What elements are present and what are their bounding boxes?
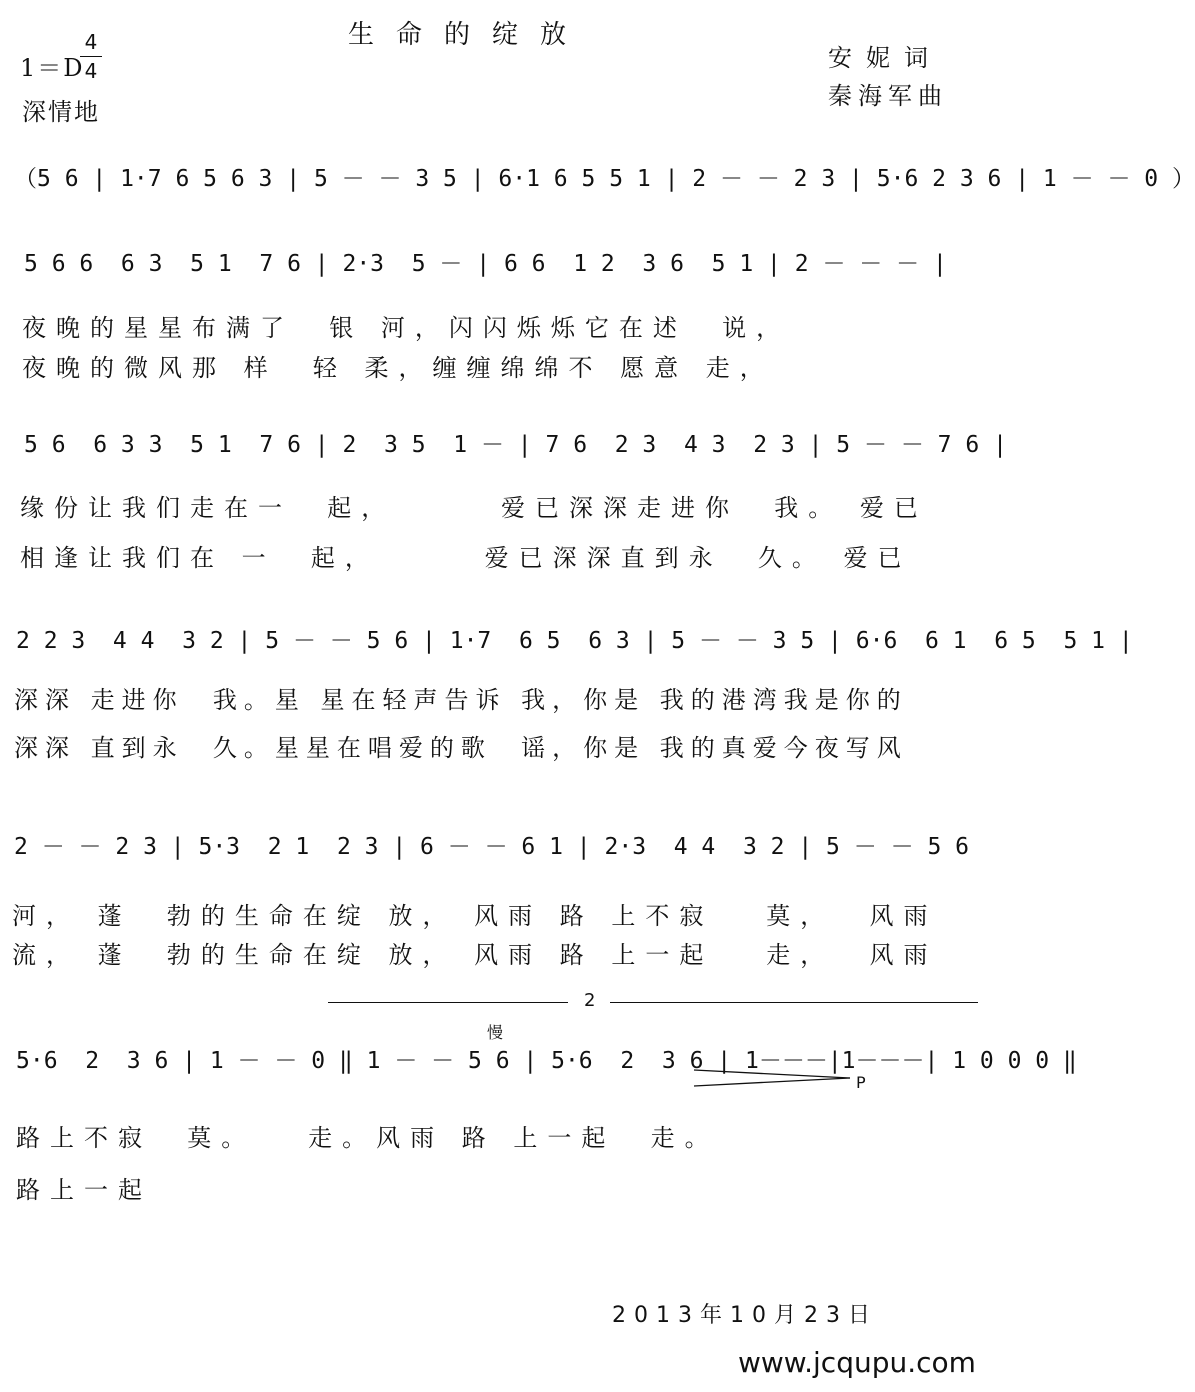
lyrics-line-1-verse-1: 夜晚的星星布满了 银 河，闪闪烁烁它在述 说，	[22, 314, 791, 342]
volta-number: 2	[584, 990, 596, 1011]
notation-line-5: 5·6 2 3 6 | 1 － － 0 ‖ 1 － － 5 6 | 5·6 2 3 6 | 1－－－|1－－－| 1 0 0 0 ‖	[16, 1048, 1077, 1074]
notation-line-3: 2 2 3 4 4 3 2 | 5 － － 5 6 | 1·7 6 5 6 3 | 5 － － 3 5 | 6·6 6 1 6 5 5 1 |	[16, 628, 1133, 654]
lyrics-line-1-verse-2: 夜晚的微风那 样 轻 柔，缠缠绵绵不 愿意 走，	[22, 354, 774, 382]
time-signature-line	[80, 56, 102, 57]
tempo-mark: 慢	[487, 1023, 504, 1042]
volta-bracket-left	[328, 1002, 568, 1003]
lyrics-line-4-verse-1: 河， 蓬 勃的生命在绽 放， 风雨 路 上不寂 莫， 风雨	[12, 902, 938, 930]
time-signature-bottom: 4	[84, 59, 98, 83]
lyrics-line-2-verse-1: 缘份让我们走在一 起， 爱已深深走进你 我。 爱已	[20, 494, 928, 522]
expression-mark: 深情地	[22, 98, 100, 126]
lyrics-line-4-verse-2: 流， 蓬 勃的生命在绽 放， 风雨 路 上一起 走， 风雨	[12, 941, 938, 969]
dynamic-mark: P	[856, 1073, 866, 1092]
time-signature	[80, 30, 102, 83]
volta-bracket-right	[610, 1002, 978, 1003]
intro-notation: （5 6 | 1·7 6 5 6 3 | 5 － － 3 5 | 6·1 6 5 5 1 | 2 － － 2 3 | 5·6 2 3 6 | 1 － － 0 ）	[14, 166, 1195, 192]
site-watermark: www.jcqupu.com	[738, 1346, 976, 1379]
date-stamp: 2013年10月23日	[612, 1303, 878, 1328]
lyrics-line-5-verse-1: 路上不寂 莫。 走。风雨 路 上一起 走。	[16, 1124, 719, 1152]
key-signature: 1＝D	[20, 54, 85, 82]
lyrics-line-3-verse-1: 深深 走进你 我。星 星在轻声告诉 我，你是 我的港湾我是你的	[14, 686, 908, 714]
song-title: 生命的绽放	[348, 20, 589, 50]
lyrics-line-5-verse-2: 路上一起	[16, 1176, 152, 1204]
notation-line-4: 2 － － 2 3 | 5·3 2 1 2 3 | 6 － － 6 1 | 2·3 4 4 3 2 | 5 － － 5 6	[14, 834, 969, 860]
decrescendo-hairpin	[694, 1068, 854, 1088]
lyricist-credit: 安妮词	[828, 44, 942, 72]
composer-credit: 秦海军曲	[828, 82, 948, 110]
lyrics-line-2-verse-2: 相逢让我们在 一 起， 爱已深深直到永 久。 爱已	[20, 544, 912, 572]
lyrics-line-3-verse-2: 深深 直到永 久。星星在唱爱的歌 谣，你是 我的真爱今夜写风	[14, 734, 908, 762]
notation-line-1: 5 6 6 6 3 5 1 7 6 | 2·3 5 － | 6 6 1 2 3 6 5 1 | 2 － － － |	[24, 251, 947, 277]
notation-line-2: 5 6 6 3 3 5 1 7 6 | 2 3 5 1 － | 7 6 2 3 4 3 2 3 | 5 － － 7 6 |	[24, 432, 1007, 458]
time-signature-top: 4	[84, 30, 98, 54]
